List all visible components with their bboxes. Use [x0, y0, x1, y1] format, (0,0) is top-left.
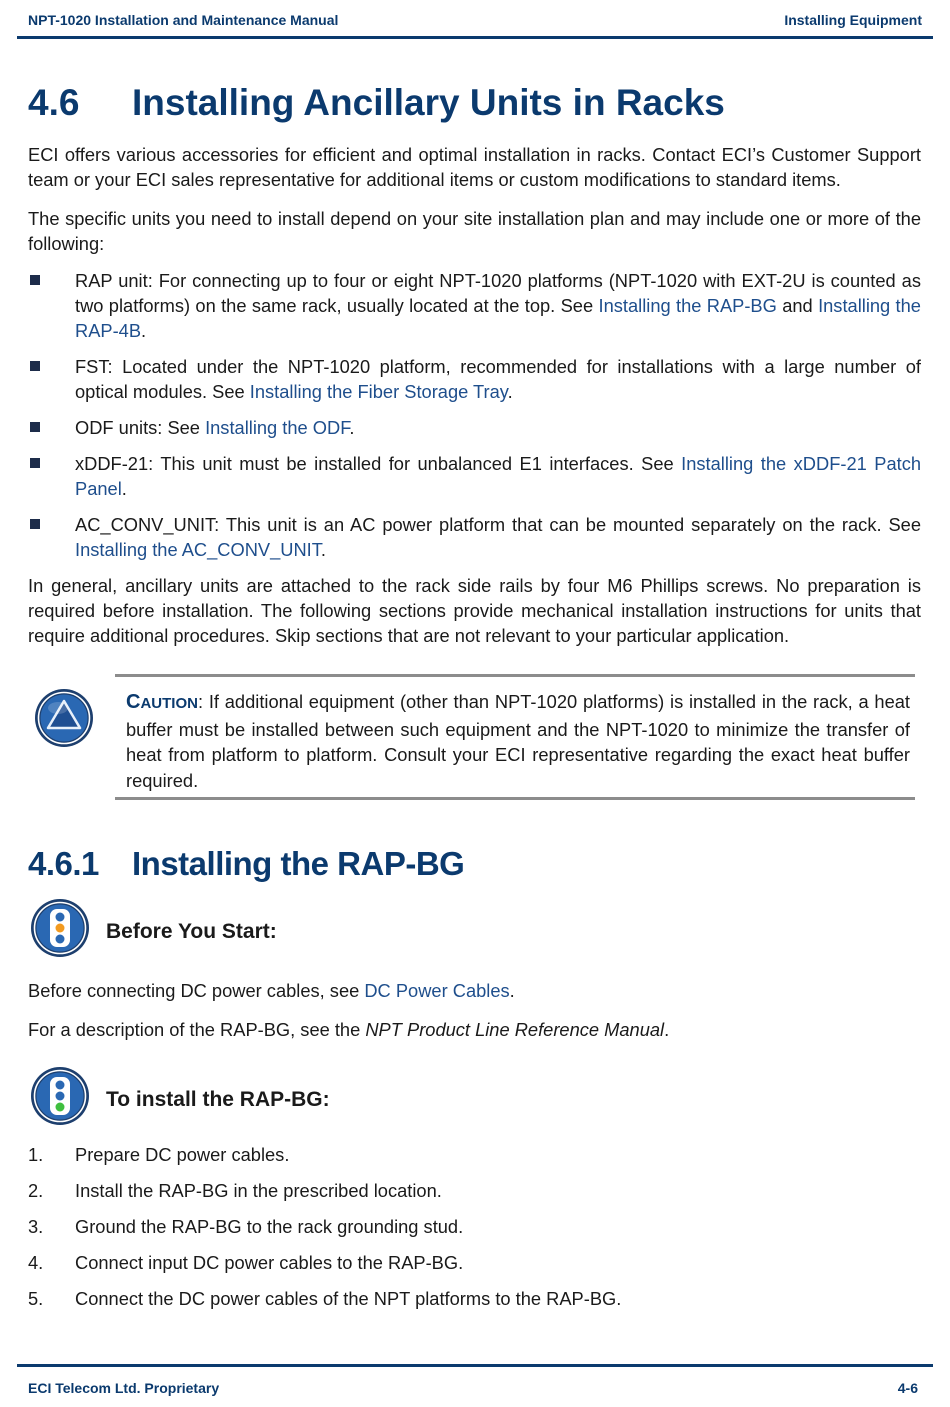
- list-item-text: and: [776, 295, 819, 316]
- before-you-start-title: Before You Start:: [106, 920, 277, 943]
- step-number: 2.: [28, 1180, 44, 1201]
- footer-rule: [17, 1364, 933, 1367]
- caution-label: CAUTION: [126, 691, 198, 713]
- bullet-square-icon: [30, 458, 40, 468]
- header-rule: [17, 36, 933, 39]
- footer-proprietary: ECI Telecom Ltd. Proprietary: [28, 1380, 220, 1396]
- link-installing-xddf-21[interactable]: Installing the xDDF-21 Patch Panel: [75, 453, 922, 499]
- traffic-light-amber-icon: [30, 898, 90, 958]
- link-installing-fiber-storage-tray[interactable]: Installing the Fiber Storage Tray: [249, 381, 508, 402]
- caution-box: [28, 674, 921, 800]
- link-installing-ac-conv-unit[interactable]: Installing the AC_CONV_UNIT: [75, 539, 321, 560]
- list-item-rap: [28, 268, 921, 343]
- caution-top-rule: [115, 674, 915, 677]
- paragraph-text: For a description of the RAP-BG, see the: [28, 1019, 366, 1040]
- paragraph-text: .: [509, 980, 515, 1001]
- caution-text: [126, 689, 910, 793]
- step-number: 3.: [28, 1216, 44, 1237]
- bullet-square-icon: [30, 519, 40, 529]
- traffic-light-green-icon: [30, 1066, 90, 1126]
- list-item-text: .: [121, 478, 127, 499]
- step-number: 5.: [28, 1288, 44, 1309]
- before-paragraph-1: [28, 978, 921, 1003]
- step-number: 1.: [28, 1144, 44, 1165]
- list-item-text: .: [349, 417, 355, 438]
- list-item-text: ODF units: See: [75, 417, 206, 438]
- list-item: [28, 1286, 921, 1311]
- link-installing-rap-bg[interactable]: Installing the RAP-BG: [598, 295, 777, 316]
- paragraph-text: Before connecting DC power cables, see: [28, 980, 365, 1001]
- header-chapter-title: Installing Equipment: [784, 12, 922, 28]
- section-title: Installing Ancillary Units in Racks: [132, 82, 725, 123]
- page-number: 4-6: [897, 1380, 918, 1396]
- list-item: [28, 1250, 921, 1275]
- page-footer: [28, 1380, 922, 1400]
- list-item-odf: [28, 415, 921, 440]
- link-dc-power-cables[interactable]: DC Power Cables: [364, 980, 510, 1001]
- list-item: [28, 1142, 921, 1167]
- list-item-text: .: [320, 539, 326, 560]
- units-intro-paragraph: The specific units you need to install depend on your site installation plan and may include one or more of the following:: [28, 208, 921, 254]
- caution-body: : If additional equipment (other than NPT-1020 platforms) is installed in the rack, a heat buffer must be installed between such equipment and the NPT-1020 to minimize the transfer of heat from platform to platform. Consult your ECI representative regarding the exact heat buffer required.: [126, 691, 910, 791]
- procedure-title: To install the RAP-BG:: [106, 1088, 330, 1111]
- list-item-text: .: [507, 381, 513, 402]
- before-you-start-block: [28, 898, 921, 960]
- procedure-steps: [28, 1142, 921, 1311]
- step-text: Ground the RAP-BG to the rack grounding stud.: [75, 1216, 464, 1237]
- list-item-xddf: [28, 451, 921, 501]
- list-item-text: FST: Located under the NPT-1020 platform, recommended for installations with a large number of optical modules. See: [75, 356, 921, 402]
- intro-paragraph: ECI offers various accessories for efficient and optimal installation in racks. Contact ECI’s Customer Support team or your ECI sales representative for additional items or custom modifications to standard items.: [28, 144, 921, 190]
- link-installing-odf[interactable]: Installing the ODF: [205, 417, 350, 438]
- list-item-text: AC_CONV_UNIT: This unit is an AC power platform that can be mounted separately on the rack. See: [75, 514, 921, 535]
- caution-bottom-rule: [115, 797, 915, 800]
- list-item-text: xDDF-21: This unit must be installed for unbalanced E1 interfaces. See: [75, 453, 682, 474]
- step-text: Connect input DC power cables to the RAP-BG.: [75, 1252, 464, 1273]
- section-heading: [28, 78, 921, 132]
- step-text: Prepare DC power cables.: [75, 1144, 290, 1165]
- subsection-heading: [28, 842, 921, 886]
- subsection-title: Installing the RAP-BG: [132, 845, 465, 882]
- page-header: [28, 12, 922, 32]
- list-item-text: .: [141, 320, 147, 341]
- step-text: Install the RAP-BG in the prescribed location.: [75, 1180, 442, 1201]
- list-item: [28, 1178, 921, 1203]
- caution-triangle-icon: [34, 688, 94, 748]
- list-item-fst: [28, 354, 921, 404]
- bullet-square-icon: [30, 422, 40, 432]
- ancillary-units-list: [28, 268, 921, 562]
- bullet-square-icon: [30, 361, 40, 371]
- link-installing-rap-4b[interactable]: Installing the RAP-4B: [75, 295, 921, 341]
- general-paragraph: In general, ancillary units are attached to the rack side rails by four M6 Phillips screws. No preparation is required before installation. The following sections provide mechanical installation instructions for units that require additional procedures. Skip sections that are not relevant to your particular application.: [28, 575, 921, 646]
- before-paragraph-2: [28, 1017, 921, 1042]
- list-item-ac-conv: [28, 512, 921, 562]
- list-item-text: RAP unit: For connecting up to four or eight NPT-1020 platforms (NPT-1020 with EXT-2U is counted as two platforms) on the same rack, usually located at the top. See: [75, 270, 921, 316]
- section-number: 4.6: [28, 82, 80, 123]
- bullet-square-icon: [30, 275, 40, 285]
- step-text: Connect the DC power cables of the NPT platforms to the RAP-BG.: [75, 1288, 622, 1309]
- procedure-block: [28, 1066, 921, 1128]
- header-manual-title: NPT-1020 Installation and Maintenance Manual: [28, 12, 339, 28]
- list-item: [28, 1214, 921, 1239]
- subsection-number: 4.6.1: [28, 845, 99, 882]
- step-number: 4.: [28, 1252, 44, 1273]
- reference-manual-title: NPT Product Line Reference Manual: [365, 1019, 665, 1040]
- page-content: [28, 78, 921, 1322]
- paragraph-text: .: [664, 1019, 670, 1040]
